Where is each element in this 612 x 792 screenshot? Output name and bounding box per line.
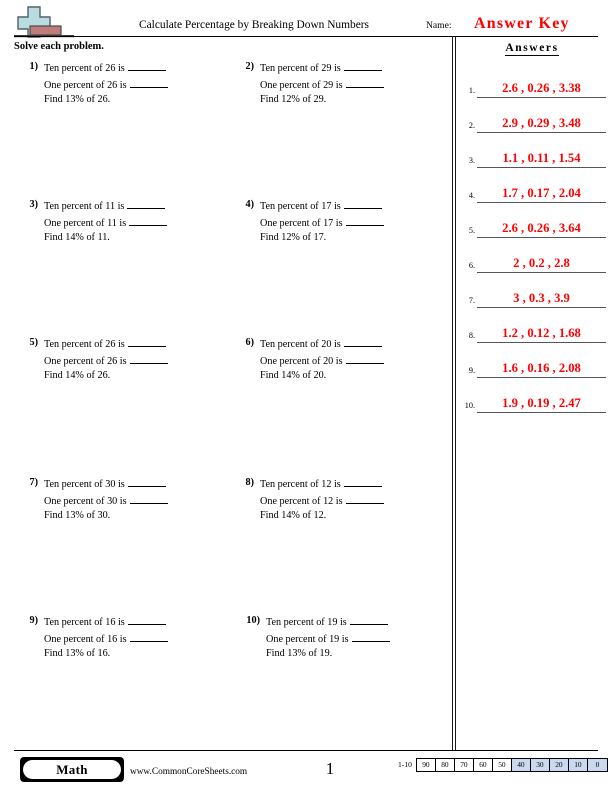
problem-line-3: Find 14% of 12. <box>260 510 327 521</box>
subject-badge <box>20 757 124 782</box>
answer-blank-ten[interactable] <box>128 614 166 625</box>
problem-line-1: Ten percent of 17 is <box>260 201 341 212</box>
answer-number: 7. <box>468 296 475 305</box>
grading-scale-label: 1-10 <box>398 760 412 769</box>
answer-blank-ten[interactable] <box>350 614 388 625</box>
answer-value[interactable]: 1.7 , 0.17 , 2.04 <box>477 186 606 203</box>
problem-item <box>230 198 446 248</box>
answer-row <box>458 241 608 273</box>
problem-number: 2) <box>245 61 254 72</box>
grading-scale-box: 80 <box>436 759 455 771</box>
problem-line-1: Ten percent of 20 is <box>260 339 341 350</box>
answer-blank-one[interactable] <box>346 493 384 504</box>
answer-blank-one[interactable] <box>130 493 168 504</box>
grading-scale-box: 40 <box>512 759 531 771</box>
answer-value[interactable]: 1.6 , 0.16 , 2.08 <box>477 361 606 378</box>
answer-value[interactable]: 3 , 0.3 , 3.9 <box>477 291 606 308</box>
problem-item <box>14 60 230 110</box>
problem-line-1: Ten percent of 26 is <box>44 63 125 74</box>
problem-number: 4) <box>245 199 254 210</box>
grading-scale-box: 90 <box>417 759 436 771</box>
answer-number: 1. <box>468 86 475 95</box>
problem-item <box>230 614 446 664</box>
page-header <box>14 4 598 38</box>
answer-row <box>458 276 608 308</box>
problem-body <box>260 476 446 524</box>
answer-blank-one[interactable] <box>346 353 384 364</box>
grading-scale-box: 70 <box>455 759 474 771</box>
problem-line-1: Ten percent of 29 is <box>260 63 341 74</box>
answer-key-label: Answer Key <box>474 15 570 32</box>
grading-scale-box: 60 <box>474 759 493 771</box>
answer-blank-one[interactable] <box>129 215 167 226</box>
answer-blank-one[interactable] <box>352 631 390 642</box>
problem-body <box>44 614 230 662</box>
problem-number: 3) <box>29 199 38 210</box>
problem-number: 1) <box>29 61 38 72</box>
problem-item <box>14 476 230 526</box>
problem-line-3: Find 14% of 26. <box>44 370 111 381</box>
answer-number: 8. <box>468 331 475 340</box>
grading-scale-box: 10 <box>569 759 588 771</box>
answer-blank-ten[interactable] <box>344 476 382 487</box>
answer-value[interactable]: 2.6 , 0.26 , 3.64 <box>477 221 606 238</box>
problem-line-3: Find 12% of 29. <box>260 94 327 105</box>
problem-number: 7) <box>29 477 38 488</box>
problem-line-1: Ten percent of 19 is <box>266 617 347 628</box>
answer-row <box>458 66 608 98</box>
answer-blank-one[interactable] <box>346 215 384 226</box>
answer-row <box>458 206 608 238</box>
answer-value[interactable]: 2 , 0.2 , 2.8 <box>477 256 606 273</box>
problem-line-1: Ten percent of 16 is <box>44 617 125 628</box>
answer-blank-ten[interactable] <box>128 476 166 487</box>
problem-line-2: One percent of 20 is <box>260 355 343 367</box>
problem-body <box>44 336 230 384</box>
problem-line-3: Find 14% of 20. <box>260 370 327 381</box>
problem-body <box>260 60 446 108</box>
name-label: Name: <box>426 20 452 31</box>
problem-line-3: Find 13% of 26. <box>44 94 111 105</box>
answer-row <box>458 311 608 343</box>
answers-heading-text: Answers <box>505 42 559 54</box>
answer-blank-ten[interactable] <box>128 336 166 347</box>
problem-line-2: One percent of 17 is <box>260 217 343 229</box>
answer-blank-ten[interactable] <box>127 198 165 209</box>
answer-row <box>458 381 608 413</box>
answer-value[interactable]: 1.9 , 0.19 , 2.47 <box>477 396 606 413</box>
answer-value[interactable]: 1.1 , 0.11 , 1.54 <box>477 151 606 168</box>
problem-number: 6) <box>245 337 254 348</box>
problem-line-3: Find 13% of 16. <box>44 648 111 659</box>
problem-line-2: One percent of 16 is <box>44 633 127 645</box>
problem-number: 8) <box>245 477 254 488</box>
problem-number: 10) <box>246 615 260 626</box>
answer-blank-ten[interactable] <box>344 198 382 209</box>
problem-line-2: One percent of 19 is <box>266 633 349 645</box>
answer-blank-one[interactable] <box>346 77 384 88</box>
grading-scale-boxes <box>416 758 608 772</box>
answer-blank-ten[interactable] <box>344 336 382 347</box>
answer-row <box>458 171 608 203</box>
problems-grid <box>14 60 446 740</box>
problem-line-3: Find 13% of 19. <box>266 648 333 659</box>
grading-scale-box: 0 <box>588 759 607 771</box>
problem-line-2: One percent of 26 is <box>44 355 127 367</box>
problem-line-3: Find 14% of 11. <box>44 232 110 243</box>
answer-value[interactable]: 2.9 , 0.29 , 3.48 <box>477 116 606 133</box>
problem-item <box>230 336 446 386</box>
page-title: Calculate Percentage by Breaking Down Numbers <box>139 19 369 31</box>
grading-scale-box: 20 <box>550 759 569 771</box>
answer-row <box>458 136 608 168</box>
problem-number: 9) <box>29 615 38 626</box>
grading-scale <box>398 758 608 772</box>
column-divider <box>452 36 456 750</box>
problem-body <box>260 198 446 246</box>
problem-item <box>14 614 230 664</box>
answer-blank-ten[interactable] <box>128 60 166 71</box>
problem-line-2: One percent of 26 is <box>44 79 127 91</box>
page-number: 1 <box>325 759 335 778</box>
problem-line-2: One percent of 29 is <box>260 79 343 91</box>
answer-row <box>458 101 608 133</box>
problem-line-1: Ten percent of 30 is <box>44 479 125 490</box>
subject-badge-label: Math <box>23 760 121 779</box>
answer-number: 9. <box>468 366 475 375</box>
problem-number: 5) <box>29 337 38 348</box>
problem-line-2: One percent of 30 is <box>44 495 127 507</box>
answer-number: 6. <box>468 261 475 270</box>
answer-blank-one[interactable] <box>130 77 168 88</box>
grading-scale-box: 30 <box>531 759 550 771</box>
grading-scale-box: 50 <box>493 759 512 771</box>
problem-body <box>266 614 452 662</box>
problem-body <box>44 198 230 246</box>
problem-line-2: One percent of 12 is <box>260 495 343 507</box>
problem-item <box>14 198 230 248</box>
answer-value[interactable]: 1.2 , 0.12 , 1.68 <box>477 326 606 343</box>
problem-line-2: One percent of 11 is <box>44 217 127 229</box>
answer-number: 4. <box>468 191 475 200</box>
answer-row <box>458 346 608 378</box>
answer-number: 5. <box>468 226 475 235</box>
answer-blank-one[interactable] <box>130 631 168 642</box>
problem-body <box>44 476 230 524</box>
problem-line-1: Ten percent of 26 is <box>44 339 125 350</box>
problem-body <box>44 60 230 108</box>
problem-item <box>230 476 446 526</box>
answer-number: 3. <box>468 156 475 165</box>
answer-value[interactable]: 2.6 , 0.26 , 3.38 <box>477 81 606 98</box>
answer-blank-one[interactable] <box>130 353 168 364</box>
problem-line-3: Find 13% of 30. <box>44 510 111 521</box>
problem-body <box>260 336 446 384</box>
problem-item <box>14 336 230 386</box>
problem-line-3: Find 12% of 17. <box>260 232 327 243</box>
answer-number: 2. <box>468 121 475 130</box>
plus-block-logo-icon <box>14 5 74 38</box>
problem-item <box>230 60 446 110</box>
answer-number: 10. <box>464 401 475 410</box>
header-divider-rule <box>14 36 598 37</box>
site-url[interactable]: www.CommonCoreSheets.com <box>130 767 248 777</box>
directions-text: Solve each problem. <box>14 41 104 52</box>
footer-divider-rule <box>14 750 598 751</box>
problem-line-1: Ten percent of 11 is <box>44 201 125 212</box>
answers-heading <box>462 41 602 55</box>
problem-line-1: Ten percent of 12 is <box>260 479 341 490</box>
answer-blank-ten[interactable] <box>344 60 382 71</box>
